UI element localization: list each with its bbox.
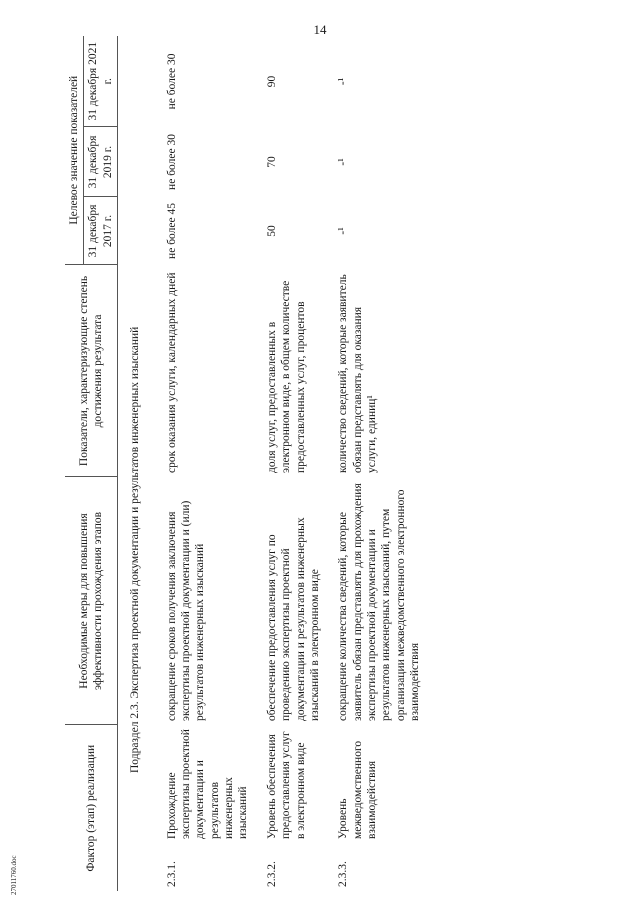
header-indicators: Показатели, характеризующие степень достижения результата [65, 265, 118, 477]
row-value-2021: не более 30 [165, 53, 178, 110]
header-date-2021: 31 декабря 2021 г. [84, 36, 118, 127]
page-number: 14 [313, 22, 327, 37]
table-row [257, 36, 329, 891]
row-indicator: доля услуг, предоставленных в электронном виде, в общем количестве предоставленных услуг, процентов [265, 280, 307, 473]
row-value-2019: -¹ [337, 158, 350, 166]
row-factor: Уровень межведомственного взаимодействия [337, 740, 378, 839]
row-value-2019: 70 [265, 156, 278, 168]
row-factor: Прохождение экспертизы проектной документации и результатов инженерных изысканий [165, 729, 250, 839]
row-indicator: количество сведений, которые заявитель обязан представлять для оказания услуги, единиц¹ [337, 274, 378, 473]
header-target-values: Целевое значение показателей [65, 36, 84, 265]
header-date-2019: 31 декабря 2019 г. [84, 127, 118, 197]
section-title: Подраздел 2.3. Экспертиза проектной документации и результатов инженерных изысканий [129, 326, 142, 773]
table-row [328, 36, 428, 891]
row-value-2017: не более 45 [165, 203, 178, 259]
measures-table [65, 36, 429, 891]
row-value-2017: 50 [265, 225, 278, 237]
header-date-2017: 31 декабря 2017 г. [84, 197, 118, 265]
header-row [65, 36, 84, 891]
section-row [118, 36, 157, 891]
row-value-2017: -¹ [337, 227, 350, 235]
row-value-2019: не более 30 [165, 134, 178, 190]
row-factor: Уровень обеспечения предоставления услуг в электронном виде [265, 731, 307, 839]
row-measures: обеспечение предоставления услуг по проведению экспертизы проектной документации и результатов инженерных изысканий в электронном виде [265, 517, 321, 721]
row-measures: сокращение сроков получения заключения экспертизы проектной документации и (или) результатов инженерных изысканий [165, 500, 207, 721]
row-number: 2.3.2. [265, 861, 278, 887]
row-indicator: срок оказания услуги, календарных дней [165, 272, 178, 473]
header-factor: Фактор (этап) реализации [65, 725, 118, 891]
row-measures: сокращение количества сведений, которые заявитель обязан представлять для прохождения экспертизы проектной документации и результатов инженерных изысканий, путем организации межведомственного электронного взаимодействия [337, 483, 422, 721]
table-row [157, 36, 257, 891]
document-code: 27011760.doc [10, 855, 18, 895]
row-value-2021: 90 [265, 75, 278, 88]
row-number: 2.3.3. [337, 861, 350, 887]
header-measures: Необходимые меры для повышения эффективности прохождения этапов [65, 477, 118, 725]
row-value-2021: -¹ [337, 77, 350, 86]
row-number: 2.3.1. [165, 861, 178, 887]
